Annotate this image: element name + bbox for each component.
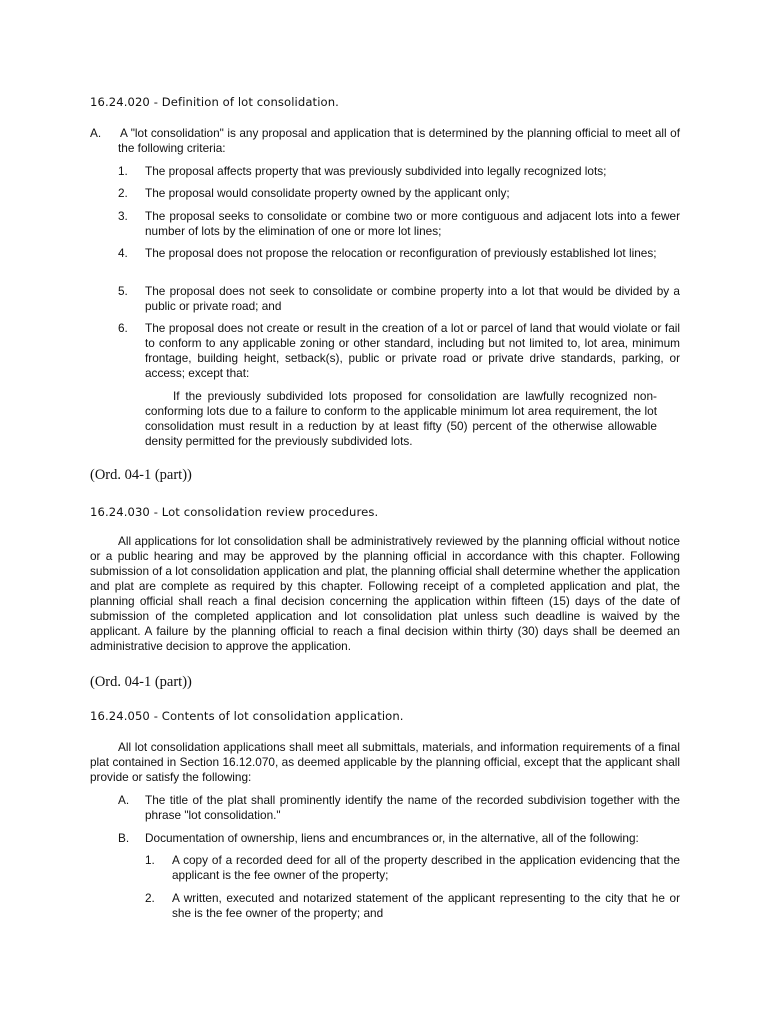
application-contents-text: All lot consolidation applications shall meet all submittals, materials, and information requirements of a final plat contained in Section 16.12.070, as deemed applicable by the planning official, except that the applicant shall provide or satisfy the following: [90, 740, 680, 784]
subitem-text-2: A written, executed and notarized statement of the applicant representing to the city that he or she is the fee owner of the property; and [172, 891, 680, 920]
criteria-marker-6: 6. [118, 321, 128, 335]
criteria-marker-5: 5. [118, 284, 128, 298]
item-text-b: Documentation of ownership, liens and encumbrances or, in the alternative, all of the following: [145, 831, 639, 845]
criteria-text-6: The proposal does not create or result in the creation of a lot or parcel of land that would violate or fail to conform to any applicable zoning or other standard, including but not limited to, lot area, minimum frontage, building height, setback(s), public or private road or private drive standards, parking, or access; except that: [145, 321, 680, 380]
item-text-a: The title of the plat shall prominently identify the name of the recorded subdivision together with the phrase "lot consolidation." [145, 793, 680, 822]
criteria-marker-4: 4. [118, 246, 128, 260]
item-marker-b: B. [118, 831, 130, 845]
section-heading-020: 16.24.020 - Definition of lot consolidation. [90, 95, 339, 109]
criteria-text-1: The proposal affects property that was previously subdivided into legally recognized lots; [145, 164, 607, 178]
subitem-text-1: A copy of a recorded deed for all of the property described in the application evidencing that the applicant is the fee owner of the property; [172, 853, 680, 882]
item-a-marker: A. [90, 126, 102, 140]
review-procedures-text: All applications for lot consolidation shall be administratively reviewed by the planning official without notice or a public hearing and may be approved by the planning official in accordance with this chapter. Following submission of a lot consolidation application and plat, the planning official shall determine whether the application and plat are complete as required by this chapter. Following receipt of a completed application and plat, the planning official shall reach a final decision concerning the application within fifteen (15) days of the date of submission of the completed application and lot consolidation plat unless such deadline is waived by the applicant. A failure by the planning official to reach a final decision within thirty (30) days shall be deemed an administrative decision to approve the application. [90, 534, 680, 653]
section-heading-030: 16.24.030 - Lot consolidation review procedures. [90, 505, 379, 519]
ordinance-reference: (Ord. 04-1 (part)) [90, 674, 192, 690]
criteria-text-2: The proposal would consolidate property owned by the applicant only; [145, 186, 510, 200]
subitem-marker-2: 2. [145, 891, 155, 905]
exception-text: If the previously subdivided lots proposed for consolidation are lawfully recognized non-conforming lots due to a failure to conform to the applicable minimum lot area requirement, the lot consolidation must result in a reduction by at least fifty (50) percent of the otherwise allowable density permitted for the previously subdivided lots. [145, 389, 657, 448]
item-a-text: A "lot consolidation" is any proposal and application that is determined by the planning official to meet all of the following criteria: [118, 126, 680, 155]
section-heading-050: 16.24.050 - Contents of lot consolidation application. [90, 709, 404, 723]
criteria-marker-2: 2. [118, 186, 128, 200]
criteria-text-5: The proposal does not seek to consolidate or combine property into a lot that would be divided by a public or private road; and [145, 284, 680, 313]
criteria-text-4: The proposal does not propose the relocation or reconfiguration of previously established lot lines; [145, 246, 657, 260]
criteria-marker-3: 3. [118, 209, 128, 223]
criteria-text-3: The proposal seeks to consolidate or combine two or more contiguous and adjacent lots into a fewer number of lots by the elimination of one or more lot lines; [145, 209, 680, 238]
criteria-marker-1: 1. [118, 164, 128, 178]
ordinance-reference: (Ord. 04-1 (part)) [90, 467, 192, 483]
item-marker-a: A. [118, 793, 130, 807]
subitem-marker-1: 1. [145, 853, 155, 867]
